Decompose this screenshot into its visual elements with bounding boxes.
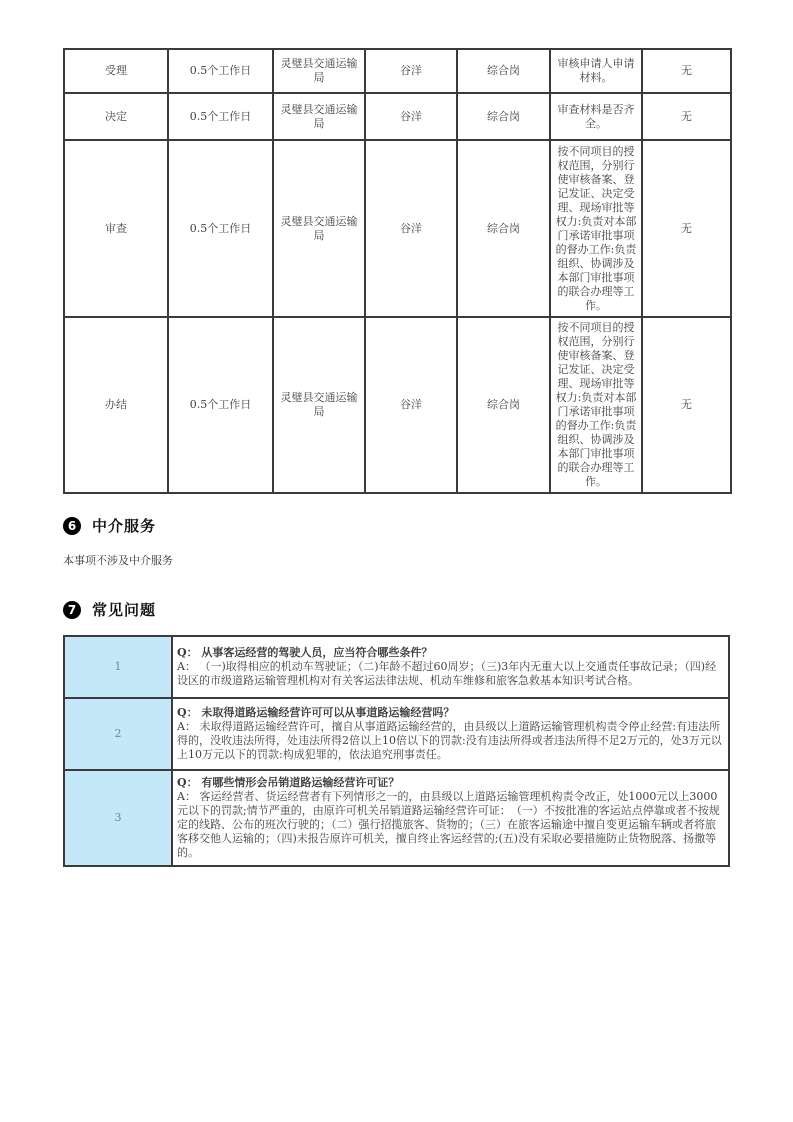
person-cell: 谷洋 xyxy=(365,317,457,493)
faq-index-cell: 3 xyxy=(64,770,172,866)
faq-question: Q： 未取得道路运输经营许可可以从事道路运输经营吗？ xyxy=(177,706,455,719)
step-cell: 决定 xyxy=(64,93,168,140)
post-cell: 综合岗 xyxy=(457,93,550,140)
process-steps-table xyxy=(63,48,732,494)
faq-row xyxy=(64,636,729,698)
faq-content-cell xyxy=(172,698,729,770)
faq-table xyxy=(63,635,730,867)
section-6-badge-icon: 6 xyxy=(63,517,81,535)
faq-question: Q： 从事客运经营的驾驶人员，应当符合哪些条件？ xyxy=(177,646,433,659)
duty-cell: 审核申请人申请材料。 xyxy=(550,49,642,93)
section-title-intermediary: 中介服务 xyxy=(92,517,157,535)
duration-cell: 0.5个工作日 xyxy=(168,140,273,317)
person-cell: 谷洋 xyxy=(365,140,457,317)
faq-content-cell xyxy=(172,636,729,698)
department-cell: 灵璧县交通运输局 xyxy=(273,317,365,493)
section-header-intermediary xyxy=(63,515,730,536)
process-row-complete xyxy=(64,317,731,493)
duty-cell: 按不同项目的授权范围，分别行使审核备案、登记发证、决定受理、现场审批等权力:负责对本部门承诺审批事项的督办工作:负责组织、协调涉及本部门审批事项的联合办理等工作。 xyxy=(550,140,642,317)
person-cell: 谷洋 xyxy=(365,93,457,140)
step-cell: 审查 xyxy=(64,140,168,317)
remark-cell: 无 xyxy=(642,49,731,93)
document-page xyxy=(63,0,730,867)
remark-cell: 无 xyxy=(642,93,731,140)
step-cell: 办结 xyxy=(64,317,168,493)
section-title-faq: 常见问题 xyxy=(92,601,157,619)
faq-question: Q： 有哪些情形会吊销道路运输经营许可证？ xyxy=(177,776,400,789)
duration-cell: 0.5个工作日 xyxy=(168,317,273,493)
faq-index-cell: 1 xyxy=(64,636,172,698)
post-cell: 综合岗 xyxy=(457,317,550,493)
section-header-faq xyxy=(63,599,730,620)
faq-answer: A： 未取得道路运输经营许可，擅自从事道路运输经营的，由县级以上道路运输管理机构责令停止经营:有违法所得的，没收违法所得，处违法所得2倍以上10倍以下的罚款:没有违法所得或者违法所得不足2万元的，处3万元以上10万元以下的罚款:构成犯罪的，依法追究刑事责任。 xyxy=(177,720,722,761)
faq-row xyxy=(64,770,729,866)
process-row-accept xyxy=(64,49,731,93)
department-cell: 灵璧县交通运输局 xyxy=(273,140,365,317)
post-cell: 综合岗 xyxy=(457,140,550,317)
process-row-review xyxy=(64,140,731,317)
person-cell: 谷洋 xyxy=(365,49,457,93)
section-7-badge-icon: 7 xyxy=(63,601,81,619)
post-cell: 综合岗 xyxy=(457,49,550,93)
process-row-decide xyxy=(64,93,731,140)
duty-cell: 审查材料是否齐全。 xyxy=(550,93,642,140)
duration-cell: 0.5个工作日 xyxy=(168,93,273,140)
faq-row xyxy=(64,698,729,770)
remark-cell: 无 xyxy=(642,317,731,493)
faq-index-cell: 2 xyxy=(64,698,172,770)
faq-answer: A： 客运经营者、货运经营者有下列情形之一的，由县级以上道路运输管理机构责令改正，处1000元以上3000元以下的罚款;情节严重的，由原许可机关吊销道路运输经营许可证： （一）不按批准的客运站点停靠或者不按规定的线路、公布的班次行驶的；（二）强行招揽旅客、货物的；（三）在旅客运输途中擅自变更运输车辆或者将旅客移交他人运输的；（四)未报告原许可机关，擅自终止客运经营的;(五)没有采取必要措施防止货物脱落、扬撒等的。 xyxy=(177,790,720,859)
department-cell: 灵璧县交通运输局 xyxy=(273,93,365,140)
step-cell: 受理 xyxy=(64,49,168,93)
intermediary-note: 本事项不涉及中介服务 xyxy=(63,554,173,567)
duration-cell: 0.5个工作日 xyxy=(168,49,273,93)
faq-content-cell xyxy=(172,770,729,866)
duty-cell: 按不同项目的授权范围，分别行使审核备案、登记发证、决定受理、现场审批等权力:负责对本部门承诺审批事项的督办工作:负责组织、协调涉及本部门审批事项的联合办理等工作。 xyxy=(550,317,642,493)
faq-answer: A： （一)取得相应的机动车驾驶证；（二)年龄不超过60周岁；（三)3年内无重大以上交通责任事故记录；（四)经设区的市级道路运输管理机构对有关客运法律法规、机动车维修和旅客急救基本知识考试合格。 xyxy=(177,660,717,687)
department-cell: 灵璧县交通运输局 xyxy=(273,49,365,93)
remark-cell: 无 xyxy=(642,140,731,317)
